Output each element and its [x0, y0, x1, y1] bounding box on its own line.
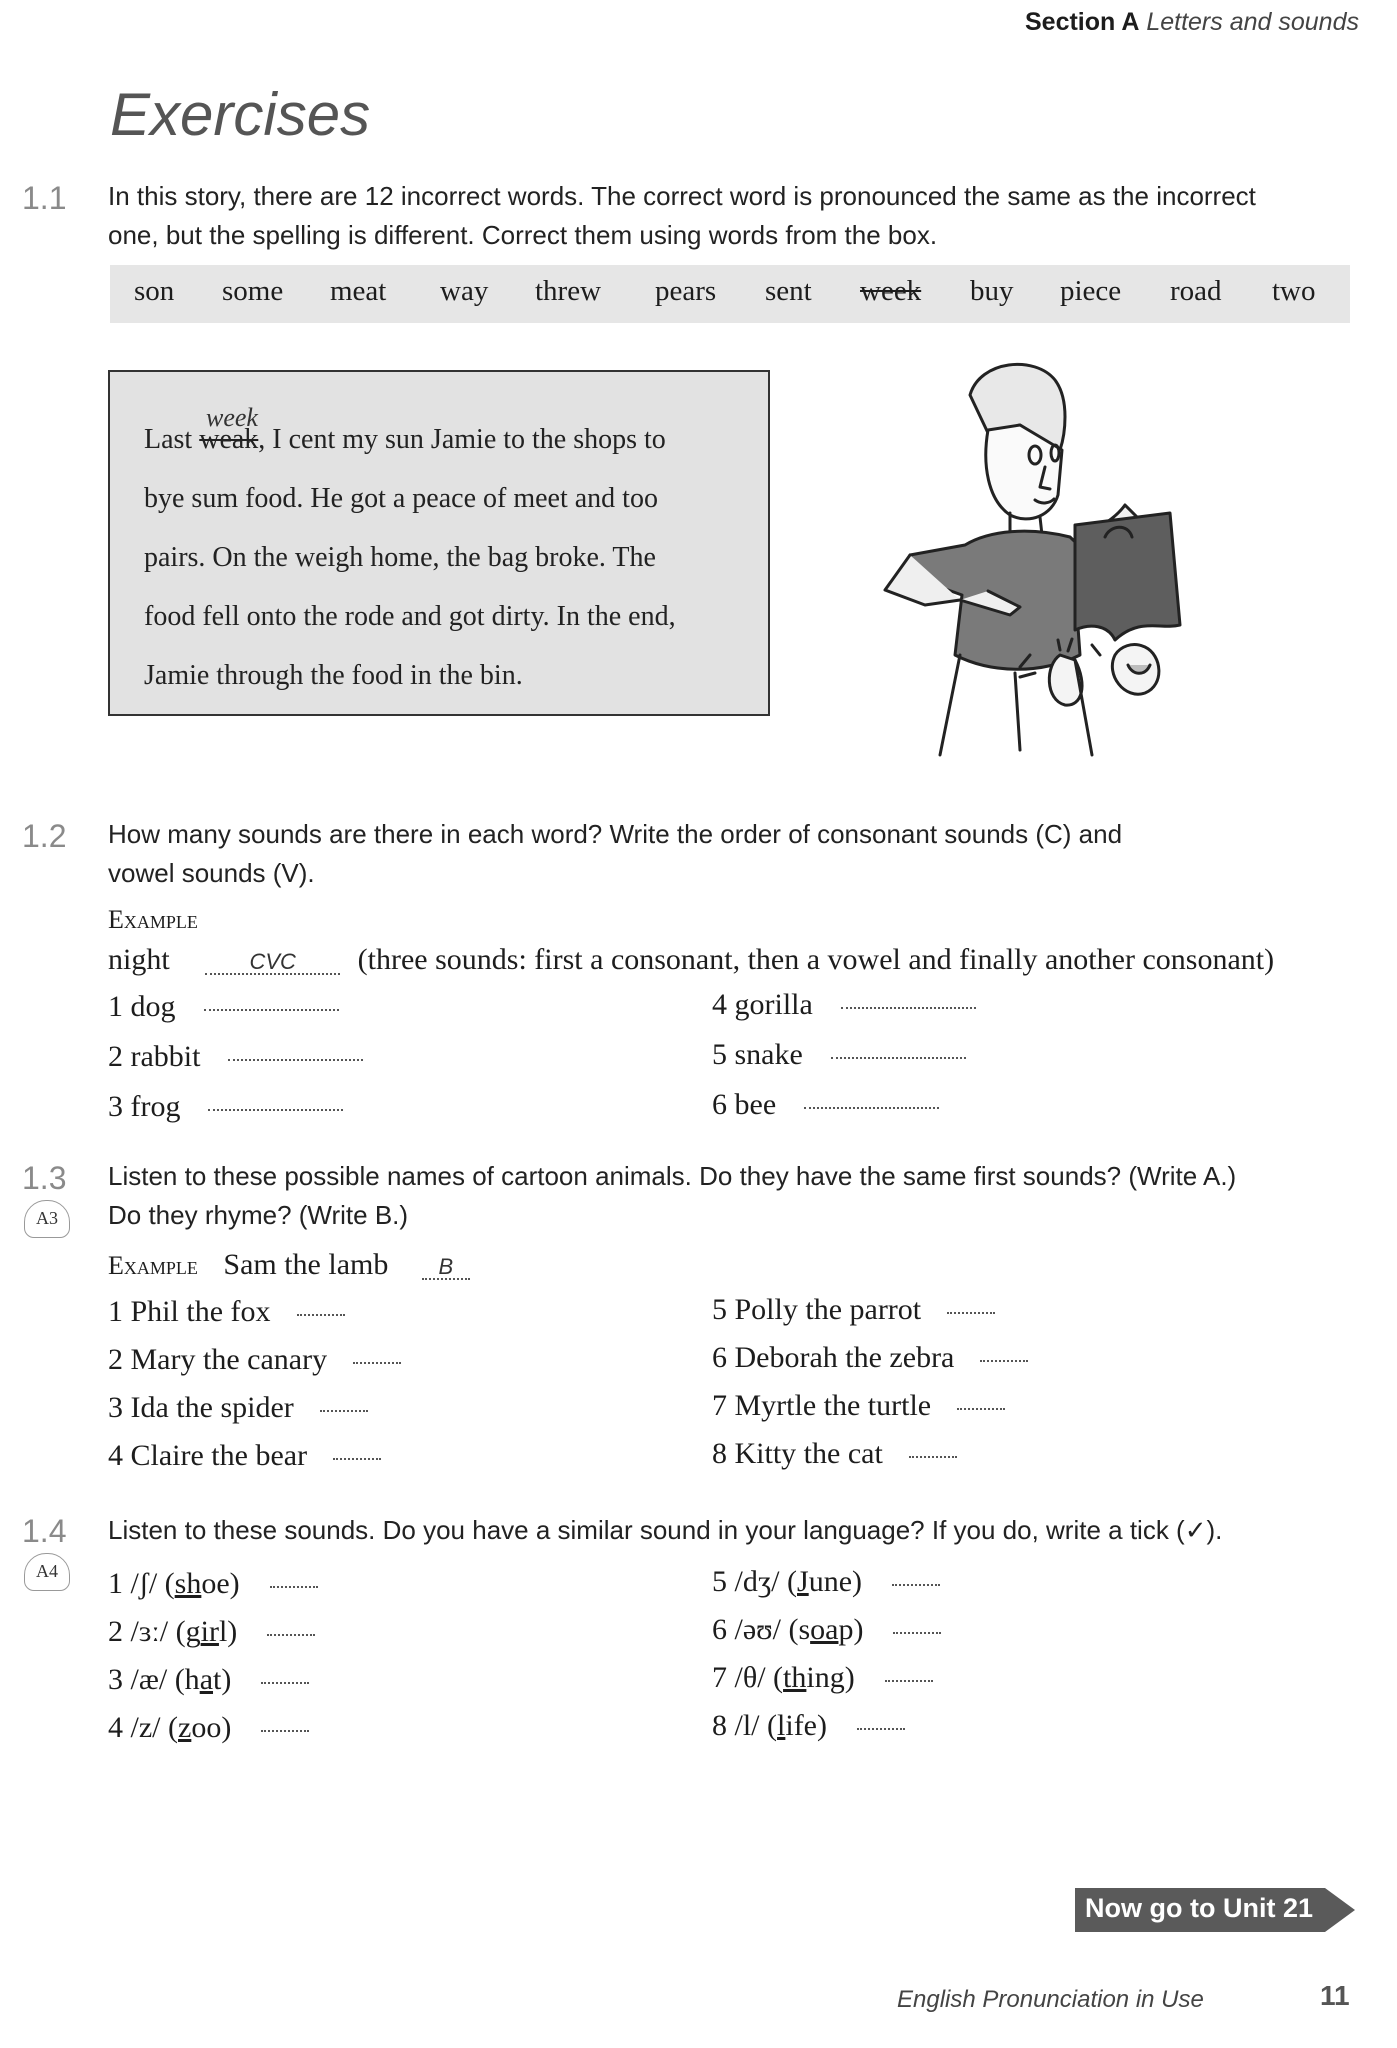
sound-item: 4 /z/ (zoo) — [108, 1711, 309, 1745]
word-box-item: buy — [970, 275, 1014, 307]
answer-blank[interactable] — [261, 1729, 309, 1732]
word-box-item: pears — [655, 275, 717, 307]
exercise-instructions: Listen to these sounds. Do you have a similar sound in your language? If you do, write a tick (✓). — [108, 1515, 1223, 1545]
word-box-item: piece — [1060, 275, 1122, 307]
question-item: 4 Claire the bear — [108, 1439, 381, 1473]
page-number: 11 — [1320, 1980, 1350, 2011]
example-row: night CVC (three sounds: first a consonant, then a vowel and finally another consonant) — [108, 943, 1275, 976]
answer-blank[interactable] — [320, 1409, 368, 1412]
answer-blank[interactable] — [804, 1106, 939, 1109]
question-item: 1 dog — [108, 990, 339, 1024]
question-item: 7 Myrtle the turtle — [712, 1389, 1005, 1423]
story-box — [108, 370, 770, 716]
exercise-number: 1.1 — [22, 180, 67, 216]
word-box-item: threw — [535, 275, 602, 307]
instruction-line: Listen to these possible names of cartoon animals. Do they have the same first sounds? (Write A.) — [108, 1161, 1237, 1191]
exercise-instructions — [108, 177, 1256, 255]
exercise-instructions — [108, 1157, 1236, 1235]
answer-blank[interactable] — [893, 1631, 941, 1634]
exercise-instructions — [108, 815, 1122, 893]
story-line: pairs. On the weigh home, the bag broke. The — [144, 542, 656, 573]
answer-blank[interactable] — [947, 1311, 995, 1314]
answer-blank[interactable] — [909, 1455, 957, 1458]
answer-blank[interactable] — [267, 1633, 315, 1636]
answer-blank[interactable] — [885, 1679, 933, 1682]
example-label: Example — [108, 1251, 198, 1280]
answer-blank[interactable] — [204, 1008, 339, 1011]
sound-item: 2 /ɜː/ (girl) — [108, 1615, 315, 1649]
exercise-number: 1.2 — [22, 818, 67, 854]
story-line: bye sum food. He got a peace of meet and too — [144, 483, 658, 514]
word-box-item: son — [134, 275, 175, 307]
sound-item: 5 /dʒ/ (June) — [712, 1565, 940, 1599]
answer-blank[interactable] — [297, 1313, 345, 1316]
answer-blank[interactable] — [980, 1359, 1028, 1362]
question-item: 6 bee — [712, 1088, 939, 1122]
answer-blank[interactable] — [957, 1407, 1005, 1410]
word-box — [110, 265, 1350, 323]
page-title: Exercises — [110, 81, 371, 148]
story-line: week Last weak, I cent my sun Jamie to the shops to — [144, 410, 754, 469]
handwritten-correction: week — [206, 403, 258, 432]
example-label: Example — [108, 905, 198, 934]
sound-item: 7 /θ/ (thing) — [712, 1661, 933, 1695]
exercise-number: 1.4 — [22, 1513, 67, 1549]
sound-item: 1 /ʃ/ (shoe) — [108, 1567, 318, 1601]
instruction-line: one, but the spelling is different. Correct them using words from the box. — [108, 220, 938, 250]
audio-track-icon[interactable]: A3 — [24, 1200, 70, 1238]
example-answer: B — [438, 1254, 454, 1279]
question-item: 4 gorilla — [712, 988, 976, 1022]
word-box-item-used: week — [860, 275, 922, 307]
answer-blank[interactable] — [857, 1727, 905, 1730]
story-line: Jamie through the food in the bin. — [144, 660, 523, 691]
question-item: 5 Polly the parrot — [712, 1293, 995, 1327]
question-item: 1 Phil the fox — [108, 1295, 345, 1329]
question-item: 3 frog — [108, 1090, 343, 1124]
answer-blank[interactable] — [261, 1681, 309, 1684]
answer-blank[interactable] — [841, 1006, 976, 1009]
question-item: 2 Mary the canary — [108, 1343, 401, 1377]
word-box-item: some — [222, 275, 284, 307]
sound-item: 8 /l/ (life) — [712, 1709, 905, 1743]
word-box-item: road — [1170, 275, 1222, 307]
next-unit-label[interactable]: Now go to Unit 21 — [1085, 1893, 1313, 1923]
sound-item: 6 /əʊ/ (soap) — [712, 1613, 941, 1647]
question-item: 8 Kitty the cat — [712, 1437, 957, 1471]
boy-with-broken-bag-illustration — [870, 355, 1230, 760]
answer-blank[interactable] — [831, 1056, 966, 1059]
answer-blank[interactable] — [333, 1457, 381, 1460]
audio-track-icon[interactable]: A4 — [24, 1553, 70, 1591]
word-box-item: sent — [765, 275, 812, 307]
answer-blank[interactable] — [270, 1585, 318, 1588]
instruction-line: In this story, there are 12 incorrect words. The correct word is pronounced the same as the incorrect — [108, 181, 1256, 211]
sound-item: 3 /æ/ (hat) — [108, 1663, 309, 1697]
example-answer: CVC — [249, 949, 296, 974]
book-title-footer: English Pronunciation in Use — [897, 1986, 1204, 2013]
question-item: 3 Ida the spider — [108, 1391, 368, 1425]
question-item: 2 rabbit — [108, 1040, 363, 1074]
instruction-line: vowel sounds (V). — [108, 858, 315, 888]
struck-word: weak — [199, 424, 259, 455]
answer-blank[interactable] — [892, 1583, 940, 1586]
section-title: Letters and sounds — [1146, 8, 1359, 36]
instruction-line: Do they rhyme? (Write B.) — [108, 1200, 409, 1230]
word-box-item: two — [1272, 275, 1316, 307]
story-line: food fell onto the rode and got dirty. In the end, — [144, 601, 676, 632]
exercise-number: 1.3 — [22, 1160, 67, 1196]
answer-blank[interactable] — [208, 1108, 343, 1111]
story-text — [144, 403, 754, 705]
example-note: (three sounds: first a consonant, then a vowel and finally another consonant) — [357, 943, 1275, 976]
instruction-line: How many sounds are there in each word? Write the order of consonant sounds (C) and — [108, 819, 1123, 849]
word-box-item: way — [440, 275, 489, 307]
section-label: Section A — [1025, 8, 1140, 36]
word-box-item: meat — [330, 275, 387, 307]
example-row: Example Sam the lamb B — [108, 1248, 470, 1282]
answer-blank[interactable] — [228, 1058, 363, 1061]
running-header — [1025, 8, 1359, 37]
answer-blank[interactable] — [353, 1361, 401, 1364]
question-item: 5 snake — [712, 1038, 966, 1072]
question-item: 6 Deborah the zebra — [712, 1341, 1028, 1375]
